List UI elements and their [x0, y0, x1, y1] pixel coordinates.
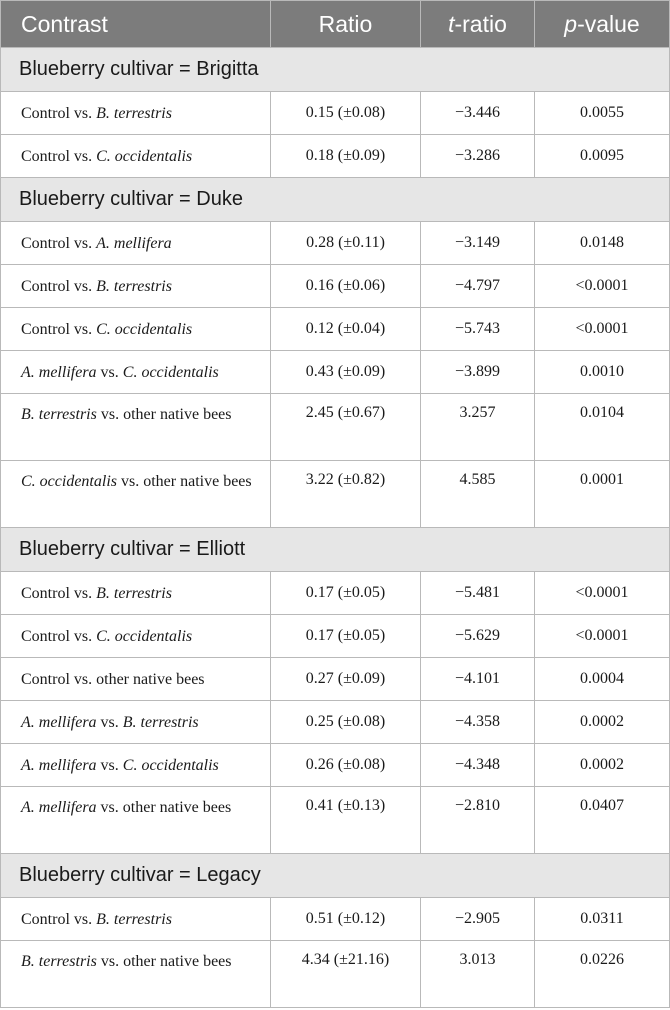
contrast-group-b: B. terrestris — [96, 910, 172, 928]
ratio-cell: 0.51 (±0.12) — [271, 898, 421, 941]
p-value-cell: <0.0001 — [535, 265, 670, 308]
t-ratio-cell: −3.286 — [421, 135, 535, 178]
contrast-group-a: Control — [21, 147, 70, 165]
contrast-cell — [1, 744, 271, 787]
table-row — [1, 351, 670, 394]
p-value-cell: 0.0226 — [535, 941, 670, 1008]
contrast-group-a: A. mellifera — [21, 363, 97, 381]
contrast-group-b: C. occidentalis — [96, 320, 193, 338]
p-value-cell: 0.0311 — [535, 898, 670, 941]
table-row — [1, 744, 670, 787]
contrast-group-a: A. mellifera — [21, 799, 97, 816]
contrast-group-a: B. terrestris — [21, 406, 97, 423]
contrast-vs: vs. — [96, 799, 123, 816]
p-value-cell: 0.0010 — [535, 351, 670, 394]
ratio-cell: 0.26 (±0.08) — [271, 744, 421, 787]
ratio-cell: 0.25 (±0.08) — [271, 701, 421, 744]
t-ratio-cell: −5.743 — [421, 308, 535, 351]
group-label: Blueberry cultivar = Legacy — [1, 854, 670, 898]
header-t-ratio: t-ratio — [421, 1, 535, 48]
t-ratio-cell: 3.257 — [421, 394, 535, 461]
contrast-vs: vs. — [96, 756, 123, 774]
contrast-vs: vs. — [69, 670, 97, 688]
contrast-vs: vs. — [96, 363, 123, 381]
p-value-cell: 0.0148 — [535, 222, 670, 265]
contrast-group-b: C. occidentalis — [96, 627, 193, 645]
contrast-cell — [1, 701, 271, 744]
contrast-vs: vs. — [69, 234, 97, 252]
table-row — [1, 135, 670, 178]
group-header-row — [1, 178, 670, 222]
table-row — [1, 222, 670, 265]
contrast-group-b: other native bees — [143, 473, 252, 490]
ratio-cell: 0.17 (±0.05) — [271, 615, 421, 658]
contrast-group-a: Control — [21, 910, 70, 928]
contrast-group-b: B. terrestris — [96, 584, 172, 602]
table-row — [1, 394, 670, 461]
group-label: Blueberry cultivar = Duke — [1, 178, 670, 222]
table-row — [1, 92, 670, 135]
contrast-group-a: Control — [21, 234, 70, 252]
contrast-group-a: Control — [21, 104, 70, 122]
p-value-cell: 0.0104 — [535, 394, 670, 461]
table-row — [1, 572, 670, 615]
table-row — [1, 308, 670, 351]
t-ratio-cell: −3.446 — [421, 92, 535, 135]
p-value-cell: 0.0407 — [535, 787, 670, 854]
contrast-vs: vs. — [96, 406, 124, 423]
t-ratio-cell: 4.585 — [421, 461, 535, 528]
contrast-group-a: Control — [21, 320, 70, 338]
contrast-group-b: B. terrestris — [122, 713, 199, 731]
ratio-cell: 3.22 (±0.82) — [271, 461, 421, 528]
table-row — [1, 658, 670, 701]
header-ratio: Ratio — [271, 1, 421, 48]
contrast-vs: vs. — [69, 104, 97, 122]
group-header-row — [1, 528, 670, 572]
group-header-row — [1, 48, 670, 92]
p-value-cell: 0.0055 — [535, 92, 670, 135]
contrast-group-b: other native bees — [96, 670, 205, 688]
contrast-cell — [1, 898, 271, 941]
ratio-cell: 0.43 (±0.09) — [271, 351, 421, 394]
contrast-vs: vs. — [69, 627, 97, 645]
table-body — [1, 48, 670, 1008]
table-row — [1, 941, 670, 1008]
contrast-group-b: C. occidentalis — [122, 363, 219, 381]
t-ratio-cell: 3.013 — [421, 941, 535, 1008]
p-value-cell: 0.0004 — [535, 658, 670, 701]
contrast-group-a: Control — [21, 627, 70, 645]
p-value-cell: 0.0002 — [535, 701, 670, 744]
table-row — [1, 701, 670, 744]
contrast-cell — [1, 572, 271, 615]
contrast-group-a: C. occidentalis — [21, 473, 117, 490]
t-ratio-cell: −4.797 — [421, 265, 535, 308]
group-label: Blueberry cultivar = Brigitta — [1, 48, 670, 92]
contrast-vs: vs. — [96, 713, 123, 731]
p-value-cell: <0.0001 — [535, 308, 670, 351]
contrast-group-b: other native bees — [123, 953, 232, 970]
t-ratio-cell: −5.629 — [421, 615, 535, 658]
p-value-cell: 0.0001 — [535, 461, 670, 528]
ratio-cell: 0.15 (±0.08) — [271, 92, 421, 135]
p-value-cell: <0.0001 — [535, 615, 670, 658]
p-value-cell: <0.0001 — [535, 572, 670, 615]
contrast-group-a: A. mellifera — [21, 756, 97, 774]
p-value-cell: 0.0002 — [535, 744, 670, 787]
ratio-cell: 2.45 (±0.67) — [271, 394, 421, 461]
contrast-group-b: C. occidentalis — [96, 147, 193, 165]
contrast-cell — [1, 92, 271, 135]
contrast-cell — [1, 658, 271, 701]
group-label: Blueberry cultivar = Elliott — [1, 528, 670, 572]
contrast-group-a: Control — [21, 584, 70, 602]
contrast-cell — [1, 461, 271, 528]
contrast-cell — [1, 941, 271, 1008]
contrast-cell — [1, 615, 271, 658]
contrast-cell — [1, 222, 271, 265]
contrast-group-b: other native bees — [123, 406, 232, 423]
ratio-cell: 0.27 (±0.09) — [271, 658, 421, 701]
contrast-group-b: C. occidentalis — [122, 756, 219, 774]
contrast-cell — [1, 787, 271, 854]
contrast-group-b: other native bees — [122, 799, 232, 816]
contrast-cell — [1, 351, 271, 394]
ratio-cell: 4.34 (±21.16) — [271, 941, 421, 1008]
ratio-cell: 0.41 (±0.13) — [271, 787, 421, 854]
t-ratio-cell: −2.810 — [421, 787, 535, 854]
contrast-group-a: A. mellifera — [21, 713, 97, 731]
table-header — [1, 1, 670, 48]
table-row — [1, 898, 670, 941]
contrast-cell — [1, 308, 271, 351]
t-ratio-cell: −3.899 — [421, 351, 535, 394]
contrast-vs: vs. — [69, 584, 97, 602]
contrast-vs: vs. — [69, 320, 97, 338]
contrast-group-a: B. terrestris — [21, 953, 97, 970]
ratio-cell: 0.17 (±0.05) — [271, 572, 421, 615]
contrast-group-b: B. terrestris — [96, 104, 172, 122]
table-row — [1, 265, 670, 308]
contrast-vs: vs. — [116, 473, 144, 490]
table-row — [1, 787, 670, 854]
ratio-cell: 0.28 (±0.11) — [271, 222, 421, 265]
ratio-cell: 0.16 (±0.06) — [271, 265, 421, 308]
contrast-vs: vs. — [69, 147, 97, 165]
contrast-group-a: Control — [21, 670, 70, 688]
group-header-row — [1, 854, 670, 898]
t-ratio-cell: −4.101 — [421, 658, 535, 701]
t-ratio-cell: −2.905 — [421, 898, 535, 941]
contrast-vs: vs. — [69, 277, 97, 295]
t-ratio-cell: −5.481 — [421, 572, 535, 615]
ratio-cell: 0.12 (±0.04) — [271, 308, 421, 351]
t-ratio-cell: −4.348 — [421, 744, 535, 787]
contrast-cell — [1, 394, 271, 461]
ratio-cell: 0.18 (±0.09) — [271, 135, 421, 178]
t-ratio-cell: −3.149 — [421, 222, 535, 265]
header-p-value: p-value — [535, 1, 670, 48]
contrast-cell — [1, 135, 271, 178]
t-ratio-cell: −4.358 — [421, 701, 535, 744]
contrast-vs: vs. — [69, 910, 97, 928]
table-row — [1, 615, 670, 658]
contrast-group-a: Control — [21, 277, 70, 295]
table-row — [1, 461, 670, 528]
p-value-cell: 0.0095 — [535, 135, 670, 178]
header-contrast: Contrast — [1, 1, 271, 48]
contrast-group-b: A. mellifera — [96, 234, 172, 252]
contrast-cell — [1, 265, 271, 308]
contrast-group-b: B. terrestris — [96, 277, 172, 295]
contrast-vs: vs. — [96, 953, 124, 970]
